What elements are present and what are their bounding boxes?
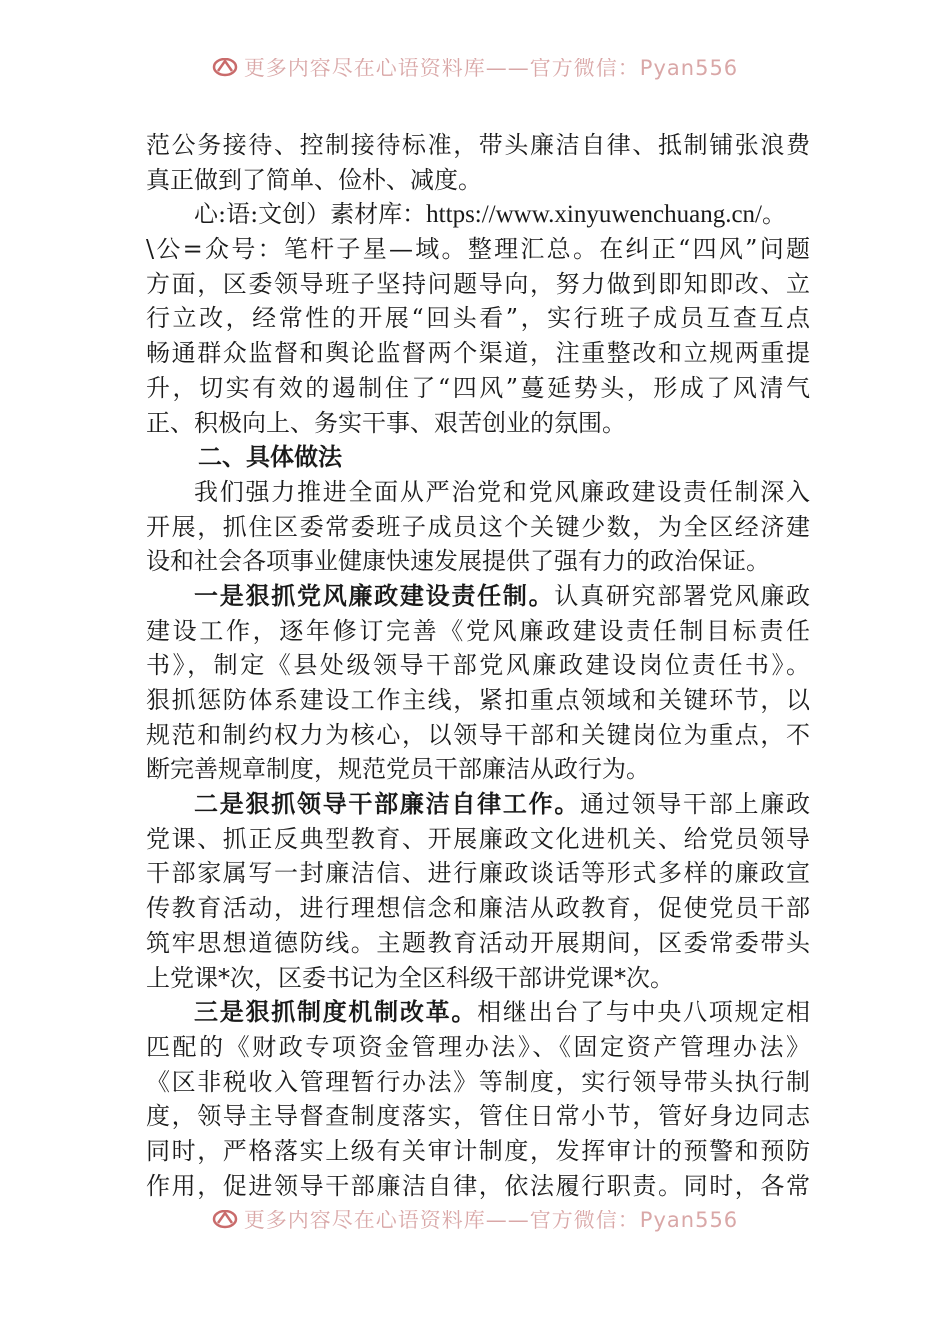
body-line: 匹配的《财政专项资金管理办法》、《固定资产管理办法》 bbox=[146, 1032, 810, 1061]
body-line: 传教育活动，进行理想信念和廉洁从政教育，促使党员干部 bbox=[146, 894, 810, 923]
source-suffix: 。 bbox=[762, 200, 786, 229]
section-heading: 二、具体做法 bbox=[198, 443, 342, 472]
body-line: 党课、抓正反典型教育、开展廉政文化进机关、给党员领导 bbox=[146, 824, 810, 853]
body-line: 同时，严格落实上级有关审计制度，发挥审计的预警和预防 bbox=[146, 1136, 810, 1165]
body-line-source bbox=[146, 197, 810, 232]
body-line: 设和社会各项事业健康快速发展提供了强有力的政治保证。 bbox=[146, 547, 770, 576]
body-line: 筑牢思想道德防线。主题教育活动开展期间，区委常委带头 bbox=[146, 928, 810, 957]
source-prefix: 心:语:文创）素材库： bbox=[194, 200, 427, 229]
brand-logo-icon bbox=[212, 1210, 238, 1231]
document-body bbox=[146, 128, 810, 1203]
body-line: 干部家属写一封廉洁信、进行廉政谈话等形式多样的廉政宣 bbox=[146, 859, 810, 888]
subheading-bold: 二是狠抓领导干部廉洁自律工作。 bbox=[194, 790, 581, 819]
lead-rest: 认真研究部署党风廉政 bbox=[554, 581, 810, 610]
body-line: 作用，促进领导干部廉洁自律，依法履行职责。同时，各常 bbox=[146, 1171, 810, 1200]
body-line: 行立改，经常性的开展“回头看”，实行班子成员互查互点 bbox=[146, 304, 810, 333]
subheading-bold: 一是狠抓党风廉政建设责任制。 bbox=[194, 581, 555, 610]
body-line: 度，领导主导督查制度落实，管住日常小节，管好身边同志 bbox=[146, 1102, 810, 1131]
body-line: 狠抓惩防体系建设工作主线，紧扣重点领域和关键环节，以 bbox=[146, 686, 810, 714]
body-line: 建设工作，逐年修订完善《党风廉政建设责任制目标责任 bbox=[146, 616, 810, 645]
lead-rest: 通过领导干部上廉政 bbox=[580, 790, 810, 819]
body-line-lead bbox=[146, 787, 810, 822]
body-line: 《区非税收入管理暂行办法》等制度，实行领导带头执行制 bbox=[146, 1067, 810, 1096]
body-line: 我们强力推进全面从严治党和党风廉政建设责任制深入 bbox=[194, 477, 810, 506]
body-line: 规范和制约权力为核心，以领导干部和关键岗位为重点，不 bbox=[146, 720, 810, 749]
body-line: 上党课*次，区委书记为全区科级干部讲党课*次。 bbox=[146, 963, 674, 992]
body-line: 开展，抓住区委常委班子成员这个关键少数，为全区经济建 bbox=[146, 512, 810, 541]
body-line-lead bbox=[146, 995, 810, 1030]
brand-logo-icon bbox=[212, 58, 238, 79]
body-line: 范公务接待、控制接待标准，带头廉洁自律、抵制铺张浪费 bbox=[146, 131, 810, 159]
watermark-text: 更多内容尽在心语资料库——官方微信：Pyan556 bbox=[243, 58, 739, 80]
lead-rest: 相继出台了与中央八项规定相 bbox=[477, 998, 810, 1027]
body-line: 方面，区委领导班子坚持问题导向，努力做到即知即改、立 bbox=[146, 269, 810, 298]
body-line-lead bbox=[146, 579, 810, 614]
body-line: 升，切实有效的遏制住了“四风”蔓延势头，形成了风清气 bbox=[146, 373, 810, 402]
source-url: https://www.xinyuwenchuang.cn/ bbox=[426, 201, 762, 229]
watermark-footer bbox=[0, 1210, 950, 1236]
body-line: 真正做到了简单、俭朴、减度。 bbox=[146, 165, 482, 194]
subheading-bold: 三是狠抓制度机制改革。 bbox=[194, 998, 478, 1027]
body-line: 畅通群众监督和舆论监督两个渠道，注重整改和立规两重提 bbox=[146, 339, 810, 368]
body-line: \公=众号：笔杆子星—域。整理汇总。在纠正“四风”问题 bbox=[146, 235, 810, 264]
watermark-text: 更多内容尽在心语资料库——官方微信：Pyan556 bbox=[243, 1210, 739, 1232]
body-line: 正、积极向上、务实干事、艰苦创业的氛围。 bbox=[146, 408, 626, 437]
body-line: 断完善规章制度，规范党员干部廉洁从政行为。 bbox=[146, 755, 650, 784]
watermark-header bbox=[0, 58, 950, 84]
body-line: 书》，制定《县处级领导干部党风廉政建设岗位责任书》。 bbox=[146, 651, 810, 680]
